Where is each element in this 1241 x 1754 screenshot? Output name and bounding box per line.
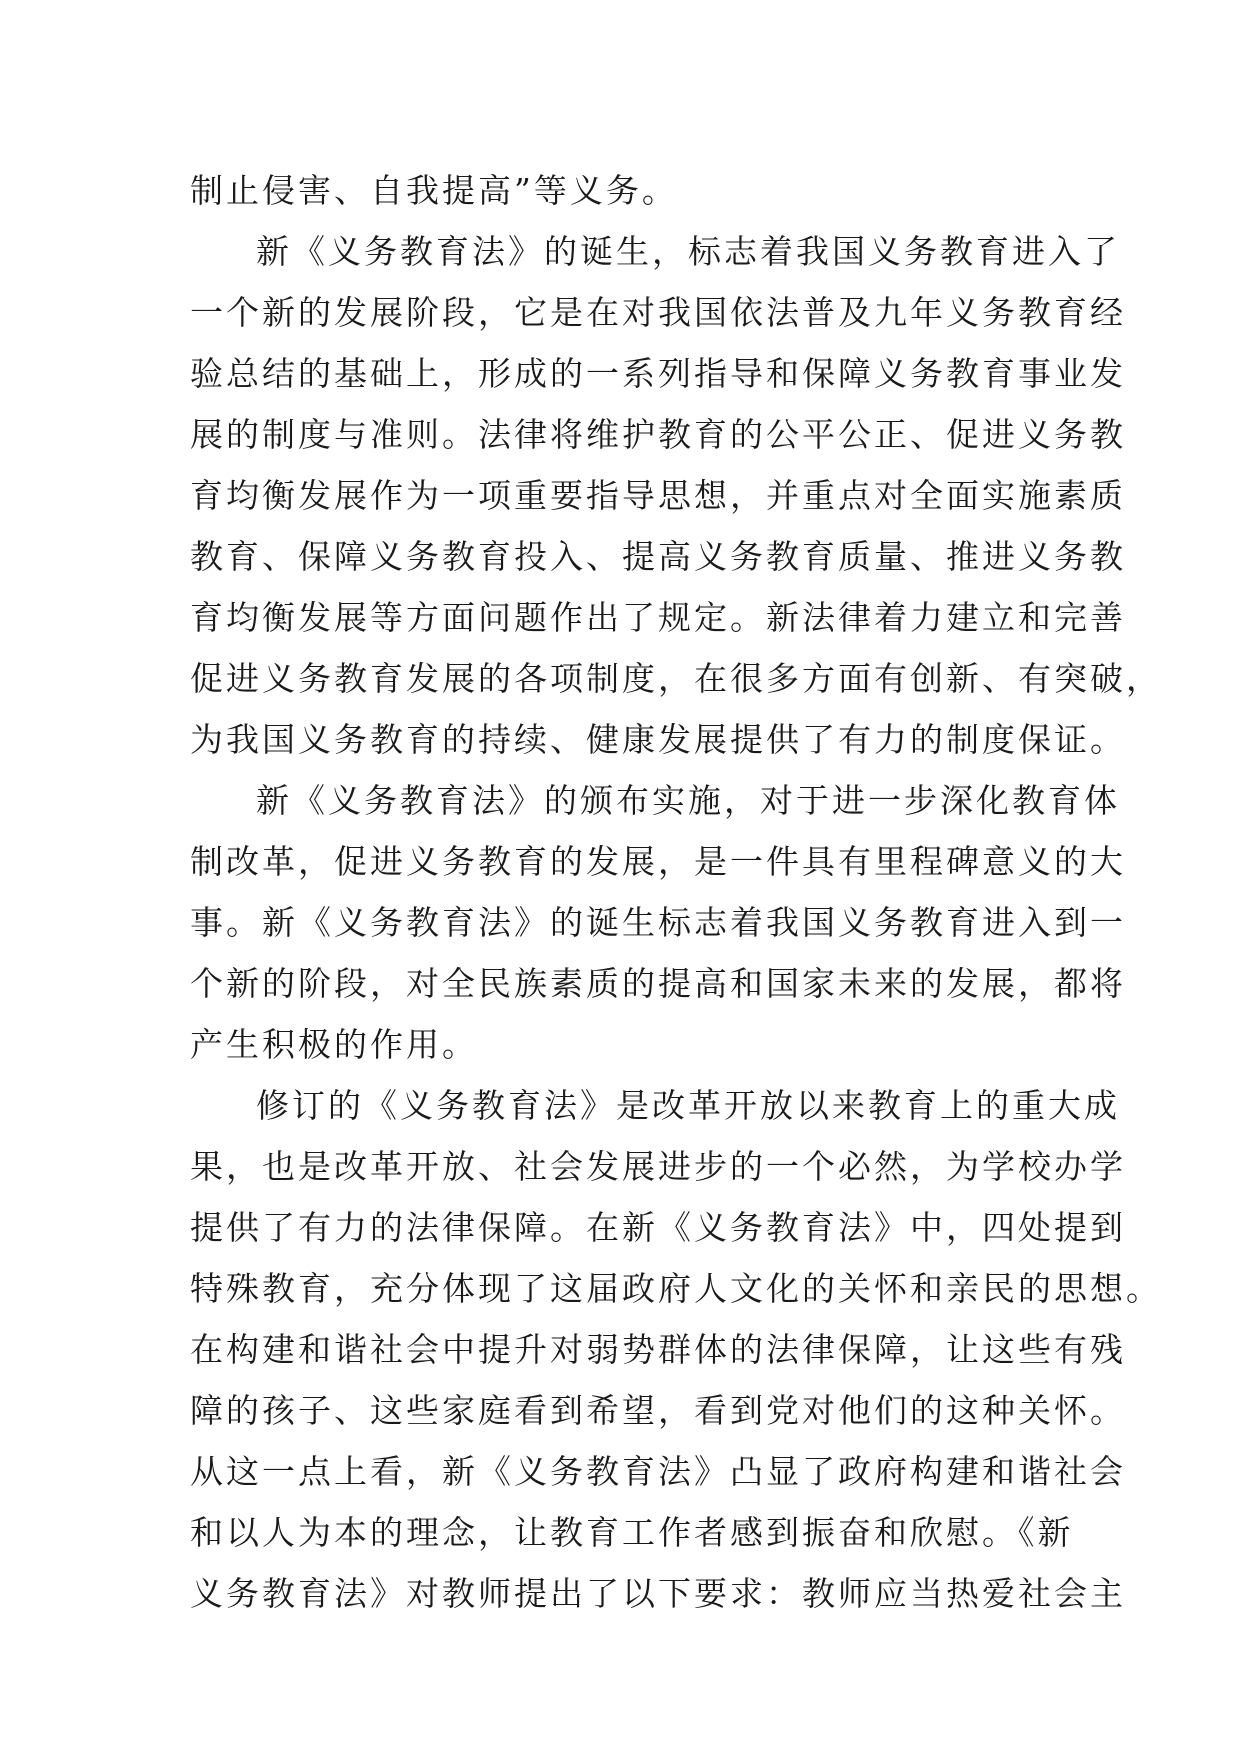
text-line-10: 为我国义务教育的持续、健康发展提供了有力的制度保证。 xyxy=(190,720,1126,759)
text-line-24: 义务教育法》对教师提出了以下要求：教师应当热爱社会主 xyxy=(190,1574,1126,1613)
text-line-23: 和以人为本的理念，让教育工作者感到振奋和欣慰。《新 xyxy=(190,1513,1074,1552)
text-line-6: 育均衡发展作为一项重要指导思想，并重点对全面实施素质 xyxy=(190,476,1126,515)
text-line-18: 提供了有力的法律保障。在新《义务教育法》中，四处提到 xyxy=(190,1208,1126,1247)
paragraph-start-line: 新《义务教育法》的颁布实施，对于进一步深化教育体 xyxy=(256,781,1120,820)
text-line-20: 在构建和谐社会中提升对弱势群体的法律保障，让这些有残 xyxy=(190,1330,1126,1369)
text-line-21: 障的孩子、这些家庭看到希望，看到党对他们的这种关怀。 xyxy=(190,1391,1126,1430)
text-line-4: 验总结的基础上，形成的一系列指导和保障义务教育事业发 xyxy=(190,354,1126,393)
paragraph-start-line: 修订的《义务教育法》是改革开放以来教育上的重大成 xyxy=(256,1086,1120,1125)
text-line-19: 特殊教育，充分体现了这届政府人文化的关怀和亲民的思想。 xyxy=(190,1269,1162,1308)
text-line-12: 制改革，促进义务教育的发展，是一件具有里程碑意义的大 xyxy=(190,842,1126,881)
text-line-5: 展的制度与准则。法律将维护教育的公平公正、促进义务教 xyxy=(190,415,1126,454)
text-line-17: 果，也是改革开放、社会发展进步的一个必然，为学校办学 xyxy=(190,1147,1126,1186)
text-line-13: 事。新《义务教育法》的诞生标志着我国义务教育进入到一 xyxy=(190,903,1126,942)
text-line-3: 一个新的发展阶段，它是在对我国依法普及九年义务教育经 xyxy=(190,293,1126,332)
text-line-9: 促进义务教育发展的各项制度，在很多方面有创新、有突破， xyxy=(190,659,1162,698)
text-line-7: 教育、保障义务教育投入、提高义务教育质量、推进义务教 xyxy=(190,537,1126,576)
document-body xyxy=(190,160,1162,1624)
text-line-8: 育均衡发展等方面问题作出了规定。新法律着力建立和完善 xyxy=(190,598,1126,637)
text-line-22: 从这一点上看，新《义务教育法》凸显了政府构建和谐社会 xyxy=(190,1452,1126,1491)
text-line-14: 个新的阶段，对全民族素质的提高和国家未来的发展，都将 xyxy=(190,964,1126,1003)
text-line-1: 制止侵害、自我提高”等义务。 xyxy=(190,171,678,210)
paragraph-start-line: 新《义务教育法》的诞生，标志着我国义务教育进入了 xyxy=(256,232,1120,271)
text-line-15: 产生积极的作用。 xyxy=(190,1025,478,1064)
